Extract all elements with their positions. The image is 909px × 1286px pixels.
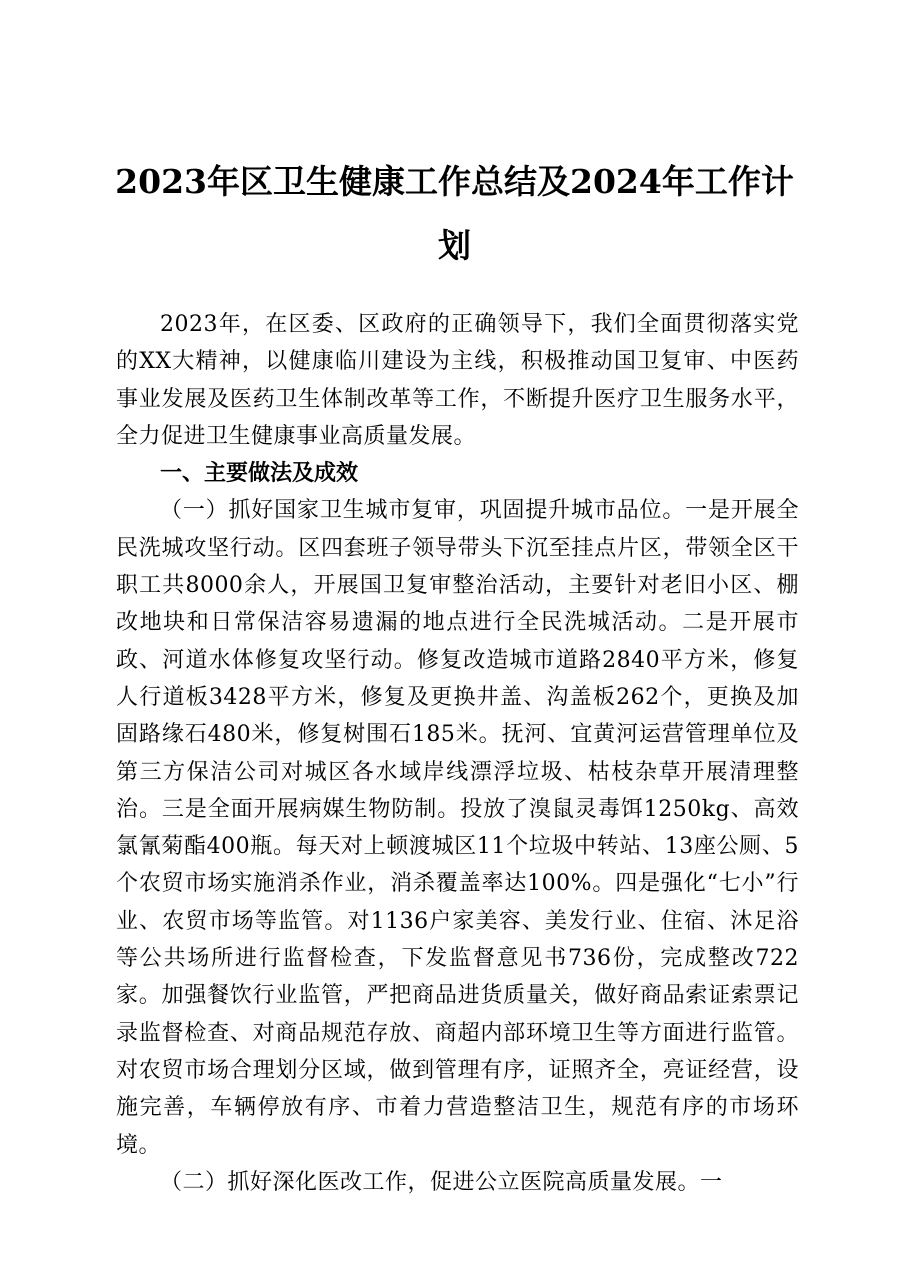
body-paragraph-1: （一）抓好国家卫生城市复审，巩固提升城市品位。一是开展全民洗城攻坚行动。区四套班子领导带头下沉至挂点片区，带领全区干职工共8000余人，开展国卫复审整治活动，主要针对老旧小区、棚改地块和日常保洁容易遗漏的地点进行全民洗城活动。二是开展市政、河道水体修复攻坚行动。修复改造城市道路2840平方米，修复人行道板3428平方米，修复及更换井盖、沟盖板262个，更换及加固路缘石480米，修复树围石185米。抚河、宜黄河运营管理单位及第三方保洁公司对城区各水域岸线漂浮垃圾、枯枝杂草开展清理整治。三是全面开展病媒生物防制。投放了溴鼠灵毒饵1250kg、高效氯氰菊酯400瓶。每天对上顿渡城区11个垃圾中转站、13座公厕、5个农贸市场实施消杀作业，消杀覆盖率达100%。四是强化“七小”行业、农贸市场等监管。对1136户家美容、美发行业、住宿、沐足浴等公共场所进行监督检查，下发监督意见书736份，完成整改722家。加强餐饮行业监管，严把商品进货质量关，做好商品索证索票记录监督检查、对商品规范存放、商超内部环境卫生等方面进行监管。对农贸市场合理划分区域，做到管理有序，证照齐全，亮证经营，设施完善，车辆停放有序、市着力营造整洁卫生，规范有序的市场环境。: [116, 498, 799, 1158]
document-title: 2023年区卫生健康工作总结及2024年工作计划: [115, 162, 794, 265]
body-paragraph-2: （二）抓好深化医改工作，促进公立医院高质量发展。一: [160, 1169, 723, 1195]
section-heading: 一、主要做法及成效: [160, 461, 359, 487]
intro-paragraph: 2023年，在区委、区政府的正确领导下，我们全面贯彻落实党的XX大精神，以健康临川建设为主线，积极推动国卫复审、中医药事业发展及医药卫生体制改革等工作，不断提升医疗卫生服务水平，全力促进卫生健康事业高质量发展。: [116, 312, 799, 449]
document-body: [116, 306, 799, 1201]
